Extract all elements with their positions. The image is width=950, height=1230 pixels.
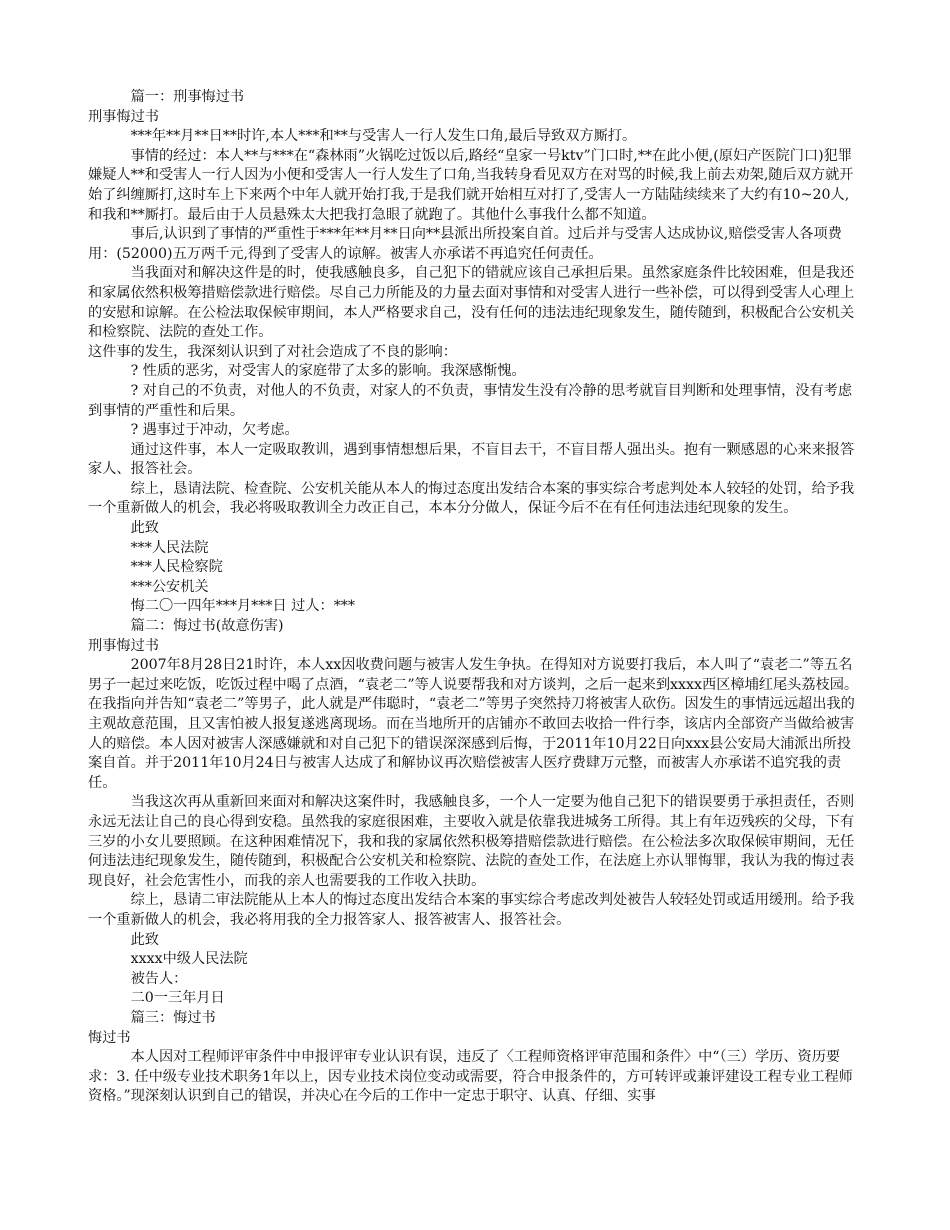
- signature-line: 被告人：: [88, 970, 188, 987]
- closing-line: 此致: [88, 931, 159, 948]
- list-item: ? 遇事过于冲动，欠考虑。: [88, 422, 299, 439]
- recipient-line: xxxx中级人民法院: [88, 951, 248, 968]
- paragraph: 通过这件事，本人一定吸取教训，遇到事情想想后果，不盲目去干，不盲目帮人强出头。抱有一颗感恩的心来来报答家人、报答社会。: [88, 441, 855, 478]
- document-title: 悔过书: [88, 1029, 131, 1046]
- closing-line: 此致: [88, 520, 159, 537]
- document-title: 刑事悔过书: [88, 108, 159, 125]
- paragraph: 当我这次再从重新回来面对和解决这案件时，我感触良多，一个人一定要为他自己犯下的错误要勇于承担责任，否则永远无法让自己的良心得到安稳。虽然我的家庭很困难，主要收入就是依靠我进城务工所得。其上有年迈残疾的父母，下有三岁的小女儿要照顾。在这种困难情况下，我和我的家属依然积极筹措赔偿款进行赔偿。在公检法多次取保候审期间，无任何违法违纪现象发生，随传随到，积极配合公安机关和检察院、法院的查处工作，在法庭上亦认罪悔罪，我认为我的悔过表现良好，社会危害性小，而我的亲人也需要我的工作收入扶助。: [88, 794, 855, 889]
- recipient-line: ***人民法院: [88, 539, 209, 556]
- paragraph: 当我面对和解决这件是的时，使我感触良多，自己犯下的错就应该自己承担后果。虽然家庭条件比较困难，但是我还和家属依然积极筹措赔偿款进行赔偿。尽自己力所能及的力量去面对事情和对受害人进行一些补偿，可以得到受害人心理上的安慰和谅解。在公检法取保候审期间，本人严格要求自己，没有任何的违法违纪现象发生，随传随到，积极配合公安机关和检察院、法院的查处工作。: [88, 265, 855, 341]
- document-title: 刑事悔过书: [88, 637, 159, 654]
- paragraph: ***年**月**日**时许,本人***和**与受害人一行人发生口角,最后导致双方厮打。: [88, 128, 637, 145]
- paragraph: 事情的经过：本人**与***在“森林雨”火锅吃过饭以后,路经“皇家一号ktv”门口时,**在此小便,(原妇产医院门口)犯罪嫌疑人**和受害人一行人因为小便和受害人一行人发生了口角,当我转身看见双方在对骂的时候,我上前去劝架,随后双方就开始了纠缠厮打,这时车上下来两个中年人就开始打我,于是我们就开始相互对打了,受害人一方陆陆续续来了大约有10~20人,和我和**厮打。最后由于人员悬殊太大把我打急眼了就跑了。其他什么事我什么都不知道。: [88, 147, 854, 223]
- recipient-line: ***人民检察院: [88, 559, 223, 576]
- section-heading: 篇三：悔过书: [88, 1009, 216, 1026]
- section-heading: 篇二：悔过书(故意伤害): [88, 618, 284, 635]
- paragraph: 本人因对工程师评审条件中申报评审专业认识有误，违反了〈工程师资格评审范围和条件〉中“（三）学历、资历要求：3. 任中级专业技术职务1年以上，因专业技术岗位变动或需要，符合申报条件的，方可转评或兼评建设工程专业工程师资格。”现深刻认识到自己的错误，并决心在今后的工作中一定忠于职守、认真、仔细、实事: [88, 1049, 853, 1105]
- section-heading: 篇一：刑事悔过书: [88, 89, 245, 105]
- paragraph: 综上，恳请二审法院能从上本人的悔过态度出发结合本案的事实综合考虑改判处被告人较轻处罚或适用缓刑。给予我一个重新做人的机会，我必将用我的全力报答家人、报答被害人、报答社会。: [88, 892, 855, 928]
- paragraph: 综上，恳请法院、检查院、公安机关能从本人的悔过态度出发结合本案的事实综合考虑判处本人较轻的处罚，给予我一个重新做人的机会，我必将吸取教训全力改正自己，本本分分做人，保证今后不在有任何违法违纪现象的发生。: [88, 480, 855, 517]
- date-line: 二0一三年月日: [88, 990, 225, 1007]
- list-item: ? 对自己的不负责，对他人的不负责，对家人的不负责，事情发生没有冷静的思考就盲目判断和处理事情，没有考虑到事情的严重性和后果。: [88, 382, 853, 419]
- signature-line: 悔二〇一四年***月***日 过人：***: [88, 598, 355, 615]
- list-item: ? 性质的恶劣，对受害人的家庭带了太多的影响。我深感惭愧。: [88, 363, 526, 380]
- recipient-line: ***公安机关: [88, 578, 209, 595]
- paragraph: 2007年8月28日21时许，本人xx因收费问题与被害人发生争执。在得知对方说要打我后，本人叫了“袁老二”等五名男子一起过来吃饭，吃饭过程中喝了点酒，“袁老二”等人说要帮我和对方谈判，之后一起来到xxxx西区樟埔红尾头荔枝园。在我指向并告知“袁老二”等男子，此人就是严伟聪时，“袁老二”等男子突然持刀将被害人砍伤。因发生的事情远远超出我的主观故意范围，且又害怕被人报复遂逃离现场。而在当地所开的店铺亦不敢回去收拾一件行李，该店内全部资产当做给被害人的赔偿。本人因对被害人深感嫌就和对自己犯下的错误深深感到后悔，于2011年10月22日向xxx县公安局大浦派出所投案自首。并于2011年10月24日与被害人达成了和解协议再次赔偿被害人医疗费肆万元整，而被害人亦承诺不追究我的责任。: [88, 657, 859, 791]
- paragraph: 事后,认识到了事情的严重性于***年**月**日向**县派出所投案自首。过后并与受害人达成协议,赔偿受害人各项费用：(52000)五万两千元,得到了受害人的谅解。被害人亦承诺不再追究任何责任。: [88, 226, 842, 262]
- paragraph: 这件事的发生，我深刻认识到了对社会造成了不良的影响：: [88, 343, 457, 360]
